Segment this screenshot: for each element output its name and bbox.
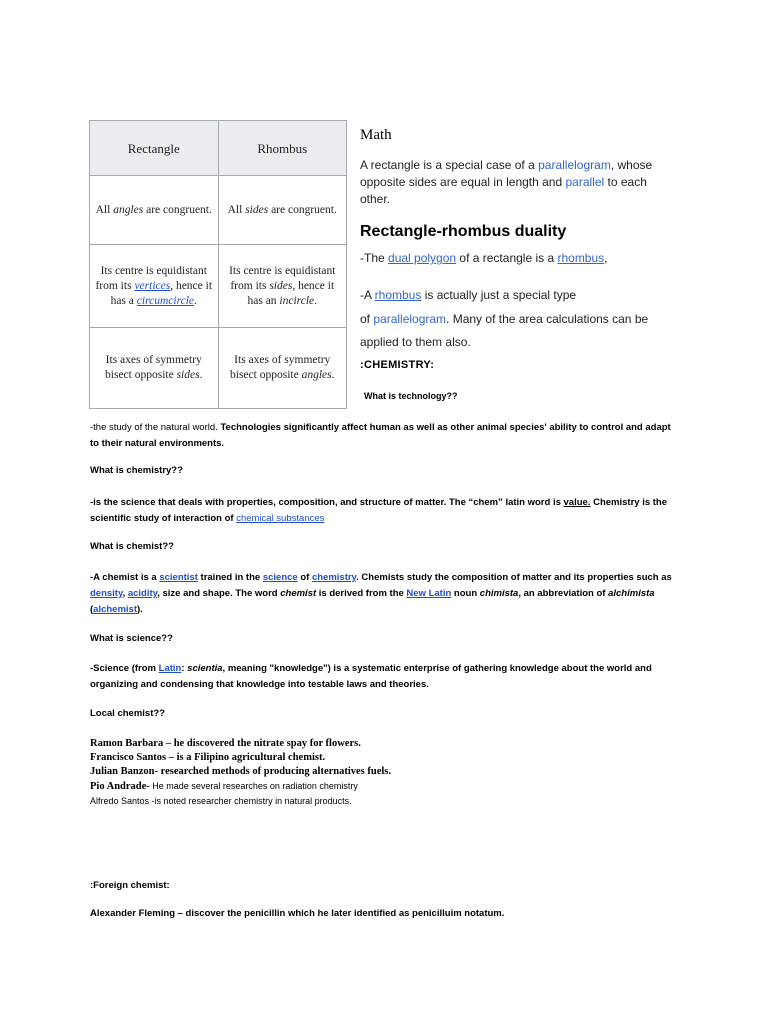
- chemistry-answer: -is the science that deals with properties, composition, and structure of matter. The “chem” latin word is value. Chemistry is the scientific study of interaction of chemical substances: [90, 497, 668, 524]
- list-item: Ramon Barbara – he discovered the nitrate spay for flowers.: [90, 738, 361, 749]
- alchemist-link[interactable]: alchemist: [93, 604, 137, 615]
- chemist-question: What is chemist??: [90, 541, 174, 552]
- rhombus-link[interactable]: rhombus: [557, 251, 605, 265]
- list-item: Julian Banzon- researched methods of producing alternatives fuels.: [90, 766, 392, 777]
- table-row: [90, 176, 347, 245]
- dual-polygon-line: -The dual polygon of a rectangle is a rhombus,: [360, 251, 608, 265]
- new-latin-link[interactable]: New Latin: [406, 588, 452, 599]
- rhombus-line-3: applied to them also.: [360, 335, 471, 349]
- parallel-link[interactable]: parallel: [565, 175, 605, 189]
- table-row: [90, 328, 347, 409]
- table-row: [90, 245, 347, 328]
- list-item: Alfredo Santos -is noted researcher chemistry in natural products.: [90, 796, 352, 806]
- parallelogram-link-2[interactable]: parallelogram: [373, 312, 447, 326]
- chemical-substances-link[interactable]: chemical substances: [236, 513, 325, 524]
- table-cell: Its centre is equidistant from its vertices, hence it has a circumcircle.: [90, 245, 219, 328]
- comparison-table: [89, 120, 347, 409]
- science-question: What is science??: [90, 633, 173, 644]
- density-link[interactable]: density: [90, 588, 123, 599]
- local-chemist-list: [90, 737, 391, 808]
- list-item: Francisco Santos – is a Filipino agricultural chemist.: [90, 752, 326, 763]
- math-intro: A rectangle is a special case of a parallelogram, whose opposite sides are equal in length and parallel to each other.: [360, 158, 653, 206]
- table-cell: Its axes of symmetry bisect opposite sides.: [90, 328, 219, 409]
- science-answer: -Science (from Latin: scientia, meaning "knowledge") is a systematic enterprise of gathering knowledge about the world and organizing and condensing that knowledge into testable laws and theories.: [90, 663, 652, 690]
- list-item: Pio Andrade- He made several researches on radiation chemistry: [90, 781, 358, 792]
- latin-link[interactable]: Latin: [158, 663, 182, 674]
- table-header-rectangle: Rectangle: [90, 121, 219, 176]
- table-cell: Its axes of symmetry bisect opposite angles.: [218, 328, 347, 409]
- foreign-chemist-heading: :Foreign chemist:: [90, 880, 170, 891]
- chemistry-heading: :CHEMISTRY:: [360, 359, 435, 371]
- circumcircle-link[interactable]: circumcircle: [136, 294, 195, 307]
- local-chemist-question: Local chemist??: [90, 708, 165, 719]
- fleming-line: Alexander Fleming – discover the penicillin which he later identified as penicilluim notatum.: [90, 908, 505, 919]
- table-header-rhombus: Rhombus: [218, 121, 347, 176]
- duality-heading: Rectangle-rhombus duality: [360, 223, 567, 240]
- technology-answer: -the study of the natural world. Technologies significantly affect human as well as other animal species' ability to control and adapt to their natural environments.: [90, 422, 671, 449]
- table-cell: All sides are congruent.: [218, 176, 347, 245]
- chemistry-link[interactable]: chemistry: [311, 572, 357, 583]
- technology-question: What is technology??: [364, 391, 458, 401]
- rhombus-line-2: of parallelogram. Many of the area calculations can be: [360, 312, 649, 326]
- chemistry-question: What is chemistry??: [90, 465, 183, 476]
- table-cell: All angles are congruent.: [90, 176, 219, 245]
- dual-polygon-link[interactable]: dual polygon: [388, 251, 457, 265]
- parallelogram-link[interactable]: parallelogram: [538, 158, 611, 172]
- rhombus-line-1: -A rhombus is actually just a special type: [360, 288, 577, 302]
- vertices-link[interactable]: vertices: [134, 279, 171, 292]
- science-link[interactable]: science: [262, 572, 298, 583]
- chemist-answer: -A chemist is a scientist trained in the science of chemistry. Chemists study the composition of matter and its properties such as density, acidity, size and shape. The word chemist is derived from the New Latin noun chimista, an abbreviation of alchimista (alchemist).: [90, 572, 672, 615]
- table-cell: Its centre is equidistant from its sides, hence it has an incircle.: [218, 245, 347, 328]
- acidity-link[interactable]: acidity: [127, 588, 158, 599]
- scientist-link[interactable]: scientist: [159, 572, 198, 583]
- math-title: Math: [360, 127, 392, 143]
- rhombus-link-2[interactable]: rhombus: [374, 288, 422, 302]
